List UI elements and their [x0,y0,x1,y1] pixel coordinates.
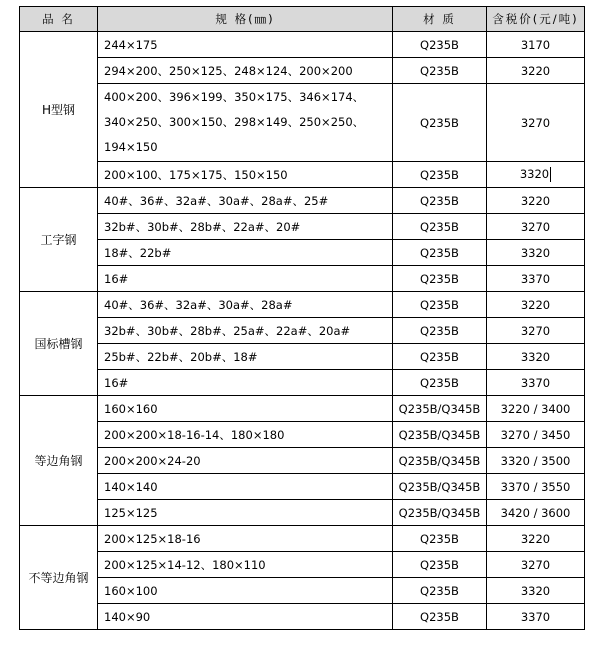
table-row [20,214,585,240]
table-row [20,162,585,188]
material-cell: Q235B/Q345B [393,396,487,422]
price-cell [487,474,585,500]
table-row [20,578,585,604]
specification-cell [98,344,393,370]
table-row [20,188,585,214]
specification-line: 40#、36#、32a#、30a#、28a# [104,297,293,312]
material-cell: Q235B [393,604,487,630]
price-cell [487,214,585,240]
specification-line: 25b#、22b#、20b#、18# [104,349,258,364]
specification-line: 200×200×24-20 [104,453,201,468]
material-cell: Q235B/Q345B [393,474,487,500]
price-cell [487,32,585,58]
header-material: 材 质 [393,7,487,32]
price-value: 3320 [520,583,551,598]
material-cell: Q235B [393,578,487,604]
material-cell: Q235B [393,292,487,318]
table-row [20,526,585,552]
price-value: 3170 [520,37,551,52]
specification-line: 340×250、300×150、298×149、250×250、 [104,115,365,129]
specification-cell [98,58,393,84]
price-cell [487,500,585,526]
price-cell [487,318,585,344]
price-cell [487,604,585,630]
material-cell: Q235B/Q345B [393,422,487,448]
price-value: 3270 / 3450 [500,427,571,442]
material-cell: Q235B [393,84,487,162]
specification-line: 160×100 [104,583,158,598]
specification-line: 200×100、175×175、150×150 [104,167,288,182]
header-row [20,7,585,32]
specification-cell [98,240,393,266]
price-value: 3370 [520,375,551,390]
material-cell: Q235B/Q345B [393,448,487,474]
header-specification: 规 格(㎜) [98,7,393,32]
material-cell: Q235B [393,58,487,84]
price-cell [487,188,585,214]
table-body [20,32,585,630]
table-row [20,422,585,448]
price-cell [487,526,585,552]
price-cell [487,578,585,604]
price-cell [487,396,585,422]
table-row [20,474,585,500]
specification-line: 200×125×14-12、180×110 [104,557,266,572]
price-value: 3220 [520,63,551,78]
material-cell: Q235B/Q345B [393,500,487,526]
specification-line: 400×200、396×199、350×175、346×174、 [104,90,365,104]
price-cell [487,344,585,370]
specification-line: 194×150 [104,140,158,154]
material-cell: Q235B [393,32,487,58]
material-cell: Q235B [393,214,487,240]
specification-cell [98,604,393,630]
table-row [20,84,585,162]
table-row [20,292,585,318]
specification-cell [98,214,393,240]
table-row [20,448,585,474]
specification-line: 140×140 [104,479,158,494]
specification-cell [98,552,393,578]
steel-price-table [19,6,585,630]
material-cell: Q235B [393,188,487,214]
price-value: 3320 [519,167,550,181]
price-value: 3270 [520,115,551,130]
table-row [20,396,585,422]
specification-cell [98,422,393,448]
specification-cell [98,84,393,162]
table-row [20,604,585,630]
price-value: 3370 / 3550 [500,479,571,494]
specification-cell [98,526,393,552]
material-cell: Q235B [393,318,487,344]
price-cell [487,552,585,578]
price-cell [487,370,585,396]
specification-cell [98,474,393,500]
specification-line: 32b#、30b#、28b#、25a#、22a#、20a# [104,323,351,338]
price-cell [487,58,585,84]
specification-line: 16# [104,271,129,286]
price-value: 3220 [520,297,551,312]
specification-cell [98,578,393,604]
product-name-cell: 等边角钢 [20,396,98,526]
specification-line: 200×125×18-16 [104,531,201,546]
specification-line: 16# [104,375,129,390]
specification-line: 140×90 [104,609,151,624]
material-cell: Q235B [393,526,487,552]
product-name-cell: H型钢 [20,32,98,188]
price-cell [487,266,585,292]
specification-line: 125×125 [104,505,158,520]
material-cell: Q235B [393,162,487,188]
specification-cell [98,32,393,58]
price-cell [487,84,585,162]
specification-cell [98,162,393,188]
price-value: 3220 / 3400 [500,401,571,416]
specification-cell [98,266,393,292]
table-row [20,552,585,578]
header-price: 含税价(元/吨) [487,7,585,32]
price-value: 3370 [520,271,551,286]
table-row [20,370,585,396]
specification-line: 244×175 [104,37,158,52]
material-cell: Q235B [393,370,487,396]
specification-line: 200×200×18-16-14、180×180 [104,427,285,442]
table-row [20,500,585,526]
text-cursor [550,167,551,182]
price-value: 3220 [520,531,551,546]
product-name-cell: 国标槽钢 [20,292,98,396]
product-name-cell: 不等边角钢 [20,526,98,630]
material-cell: Q235B [393,344,487,370]
price-cell [487,240,585,266]
price-value: 3270 [520,323,551,338]
specification-cell [98,448,393,474]
price-value: 3370 [520,609,551,624]
header-product-name: 品 名 [20,7,98,32]
price-value: 3220 [520,193,551,208]
material-cell: Q235B [393,240,487,266]
specification-line: 18#、22b# [104,245,172,260]
price-cell [487,162,585,188]
product-name-cell: 工字钢 [20,188,98,292]
specification-cell [98,370,393,396]
table-row [20,318,585,344]
price-cell [487,422,585,448]
price-value: 3320 [520,349,551,364]
table-row [20,32,585,58]
specification-line: 160×160 [104,401,158,416]
material-cell: Q235B [393,552,487,578]
specification-cell [98,396,393,422]
specification-line: 32b#、30b#、28b#、22a#、20# [104,219,301,234]
price-value: 3420 / 3600 [500,505,571,520]
table-row [20,58,585,84]
specification-cell [98,188,393,214]
price-value: 3270 [520,219,551,234]
price-cell [487,292,585,318]
material-cell: Q235B [393,266,487,292]
price-value: 3320 / 3500 [500,453,571,468]
specification-cell [98,318,393,344]
price-value: 3270 [520,557,551,572]
specification-line: 294×200、250×125、248×124、200×200 [104,63,353,78]
table-row [20,266,585,292]
price-cell [487,448,585,474]
table-row [20,240,585,266]
price-value: 3320 [520,245,551,260]
specification-line: 40#、36#、32a#、30a#、28a#、25# [104,193,329,208]
specification-cell [98,292,393,318]
table-row [20,344,585,370]
specification-cell [98,500,393,526]
